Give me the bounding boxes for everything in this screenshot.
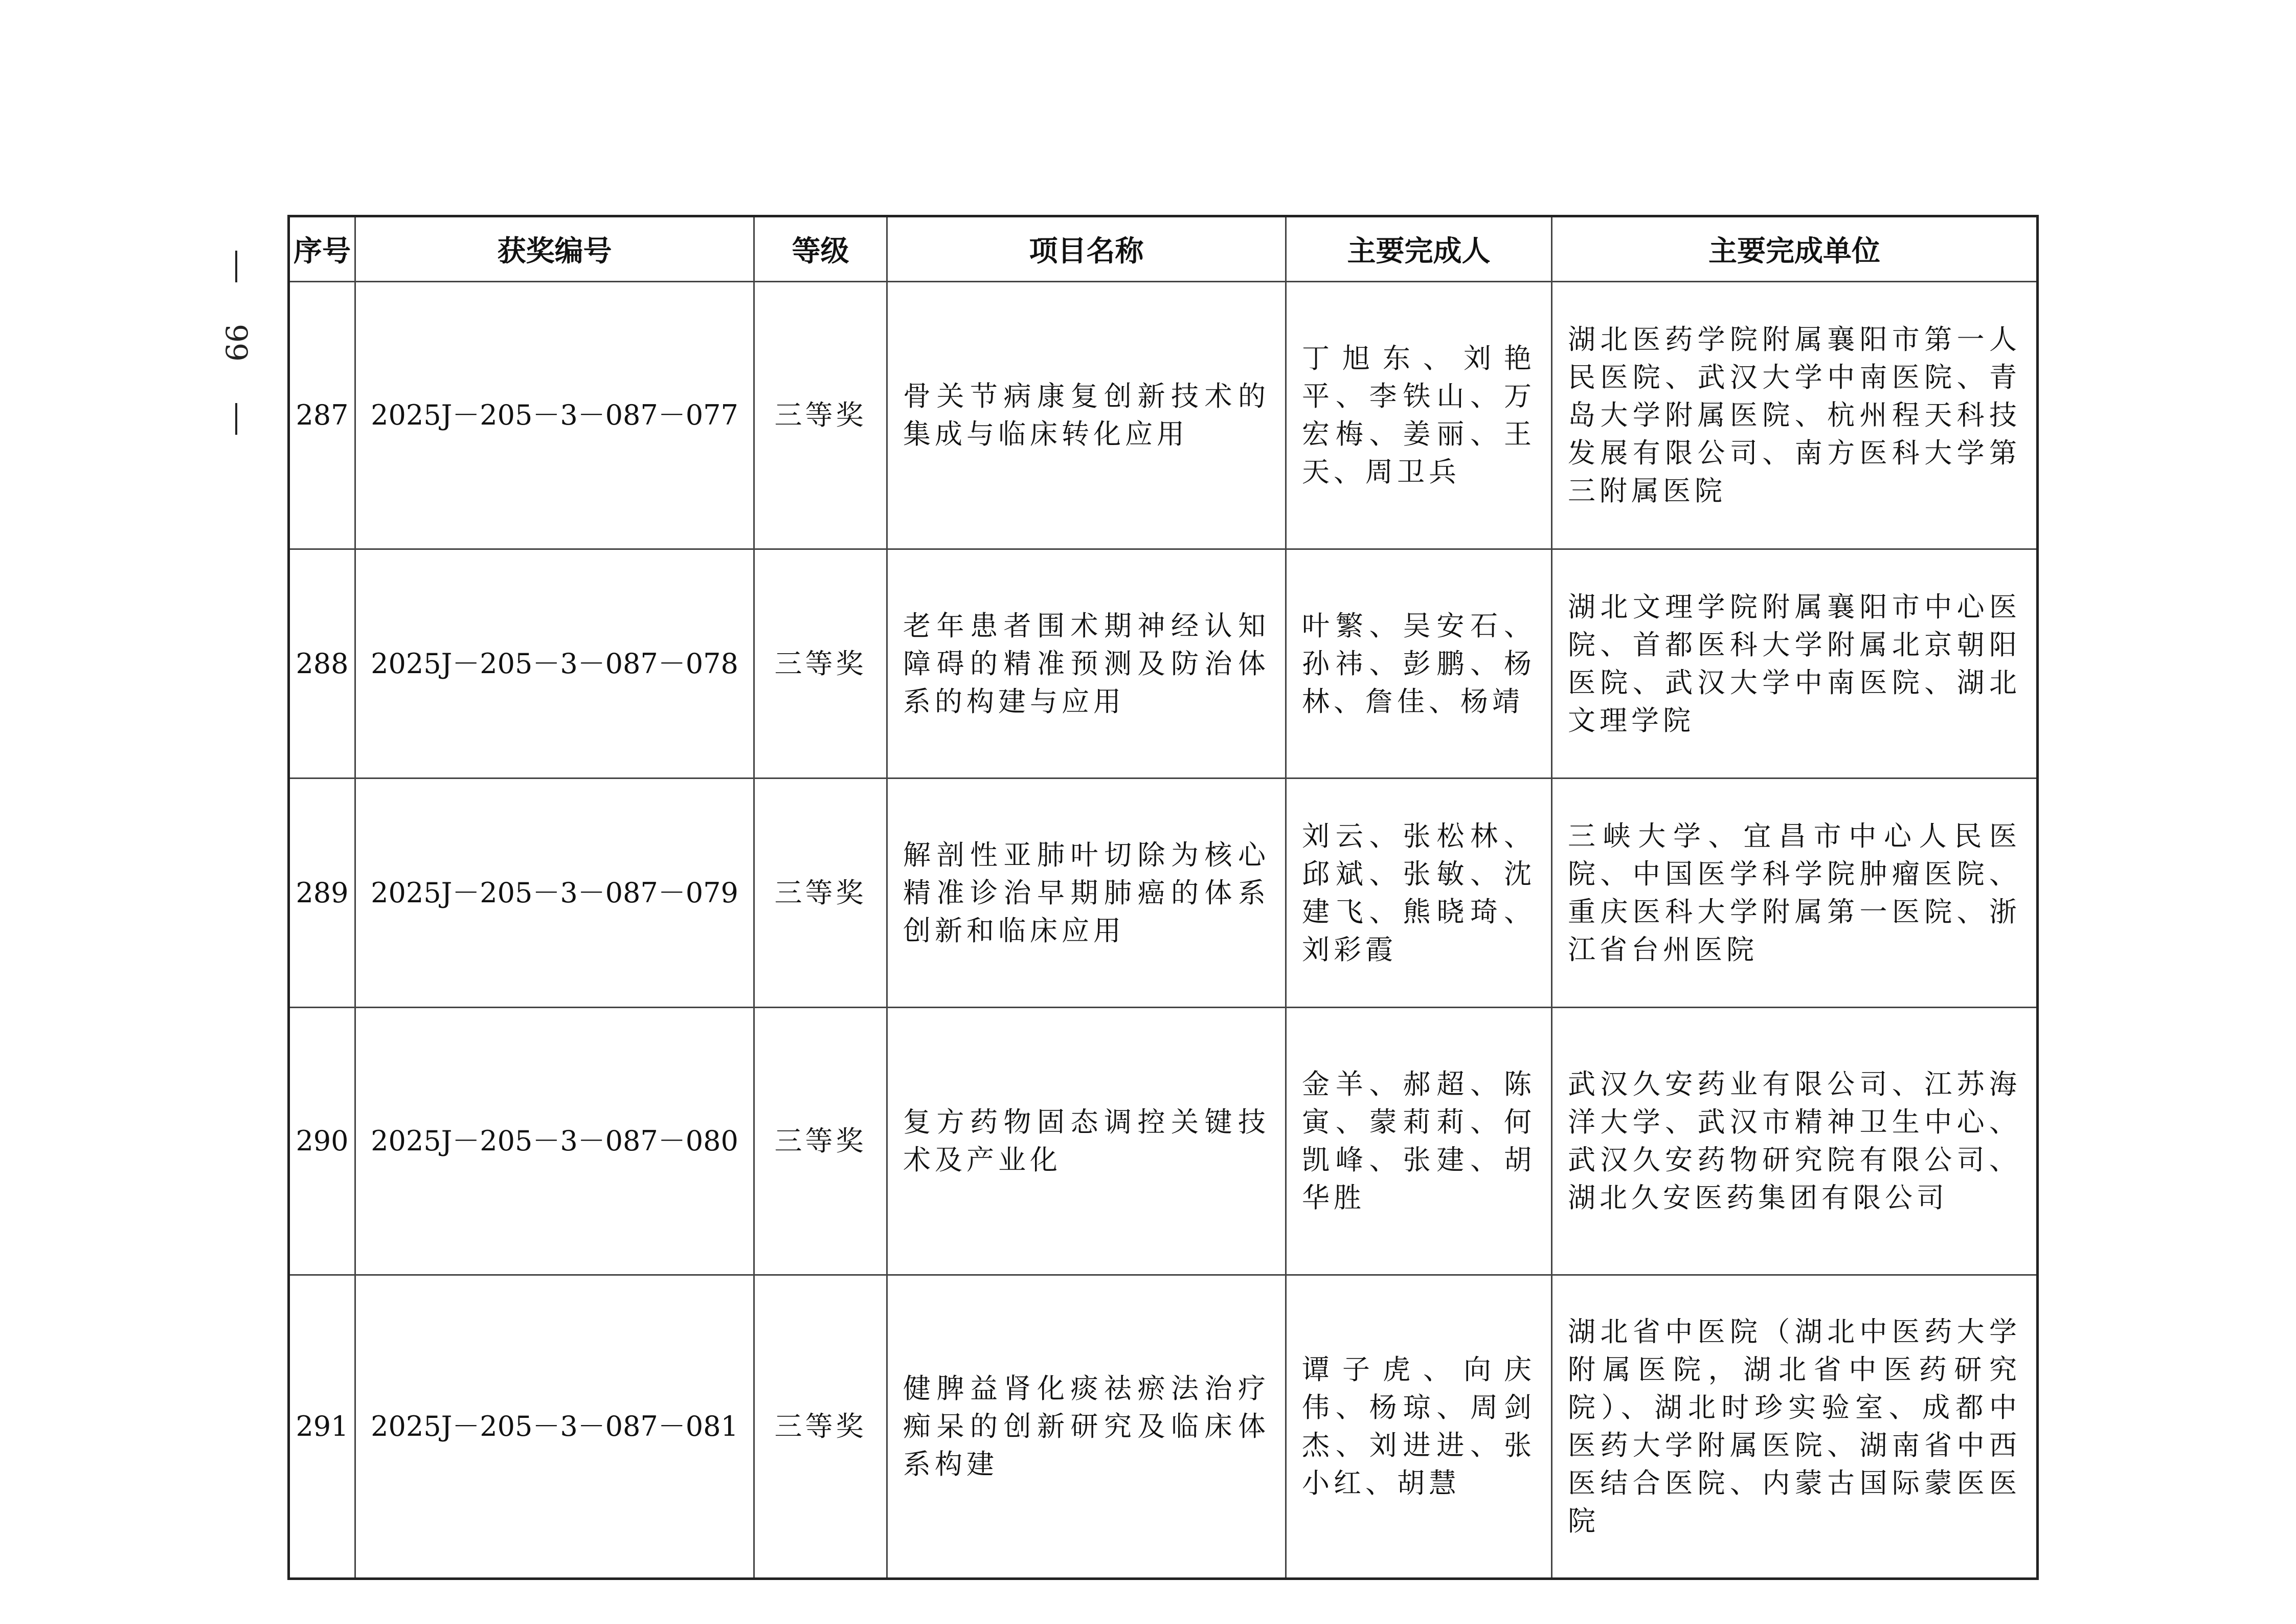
cell-units: 湖北文理学院附属襄阳市中心医院、首都医科大学附属北京朝阳医院、武汉大学中南医院、湖北文理学院 — [1552, 549, 2038, 778]
cell-people: 刘云、张松林、邱斌、张敏、沈建飞、熊晓琦、刘彩霞 — [1286, 778, 1552, 1008]
header-people: 主要完成人 — [1286, 216, 1552, 282]
header-grade: 等级 — [754, 216, 887, 282]
page-number — [221, 251, 252, 435]
cell-units: 湖北省中医院（湖北中医药大学附属医院，湖北省中医药研究院）、湖北时珍实验室、成都中医药大学附属医院、湖南省中西医结合医院、内蒙古国际蒙医医院 — [1552, 1275, 2038, 1579]
header-seq: 序号 — [289, 216, 355, 282]
cell-code: 2025J－205－3－087－077 — [355, 282, 754, 549]
cell-grade: 三等奖 — [754, 549, 887, 778]
cell-seq: 288 — [289, 549, 355, 778]
cell-grade: 三等奖 — [754, 778, 887, 1008]
cell-people: 谭子虎、向庆伟、杨琼、周剑杰、刘进进、张小红、胡慧 — [1286, 1275, 1552, 1579]
cell-project: 复方药物固态调控关键技术及产业化 — [887, 1008, 1286, 1275]
cell-grade: 三等奖 — [754, 1275, 887, 1579]
cell-people: 丁旭东、刘艳平、李铁山、万宏梅、姜丽、王天、周卫兵 — [1286, 282, 1552, 549]
cell-project: 老年患者围术期神经认知障碍的精准预测及防治体系的构建与应用 — [887, 549, 1286, 778]
cell-project: 骨关节病康复创新技术的集成与临床转化应用 — [887, 282, 1286, 549]
table-row — [289, 1275, 2038, 1579]
cell-grade: 三等奖 — [754, 1008, 887, 1275]
header-project: 项目名称 — [887, 216, 1286, 282]
table-row — [289, 549, 2038, 778]
cell-units: 武汉久安药业有限公司、江苏海洋大学、武汉市精神卫生中心、武汉久安药物研究院有限公司、湖北久安医药集团有限公司 — [1552, 1008, 2038, 1275]
table-row — [289, 778, 2038, 1008]
page-number-dash-top — [235, 251, 237, 282]
cell-units: 湖北医药学院附属襄阳市第一人民医院、武汉大学中南医院、青岛大学附属医院、杭州程天科技发展有限公司、南方医科大学第三附属医院 — [1552, 282, 2038, 549]
cell-people: 金羊、郝超、陈寅、蒙莉莉、何凯峰、张建、胡华胜 — [1286, 1008, 1552, 1275]
awards-table — [287, 215, 2039, 1580]
cell-seq: 287 — [289, 282, 355, 549]
page-number-text: 99 — [219, 324, 254, 362]
cell-project: 解剖性亚肺叶切除为核心精准诊治早期肺癌的体系创新和临床应用 — [887, 778, 1286, 1008]
cell-code: 2025J－205－3－087－078 — [355, 549, 754, 778]
header-units: 主要完成单位 — [1552, 216, 2038, 282]
cell-seq: 290 — [289, 1008, 355, 1275]
table-row — [289, 282, 2038, 549]
cell-code: 2025J－205－3－087－079 — [355, 778, 754, 1008]
cell-project: 健脾益肾化痰祛瘀法治疗痴呆的创新研究及临床体系构建 — [887, 1275, 1286, 1579]
header-code: 获奖编号 — [355, 216, 754, 282]
cell-units: 三峡大学、宜昌市中心人民医院、中国医学科学院肿瘤医院、重庆医科大学附属第一医院、浙江省台州医院 — [1552, 778, 2038, 1008]
table-row — [289, 1008, 2038, 1275]
page-number-dash-bottom — [235, 403, 237, 435]
cell-code: 2025J－205－3－087－081 — [355, 1275, 754, 1579]
cell-code: 2025J－205－3－087－080 — [355, 1008, 754, 1275]
cell-seq: 291 — [289, 1275, 355, 1579]
cell-people: 叶繁、吴安石、孙祎、彭鹏、杨林、詹佳、杨靖 — [1286, 549, 1552, 778]
cell-grade: 三等奖 — [754, 282, 887, 549]
table-header-row — [289, 216, 2038, 282]
cell-seq: 289 — [289, 778, 355, 1008]
